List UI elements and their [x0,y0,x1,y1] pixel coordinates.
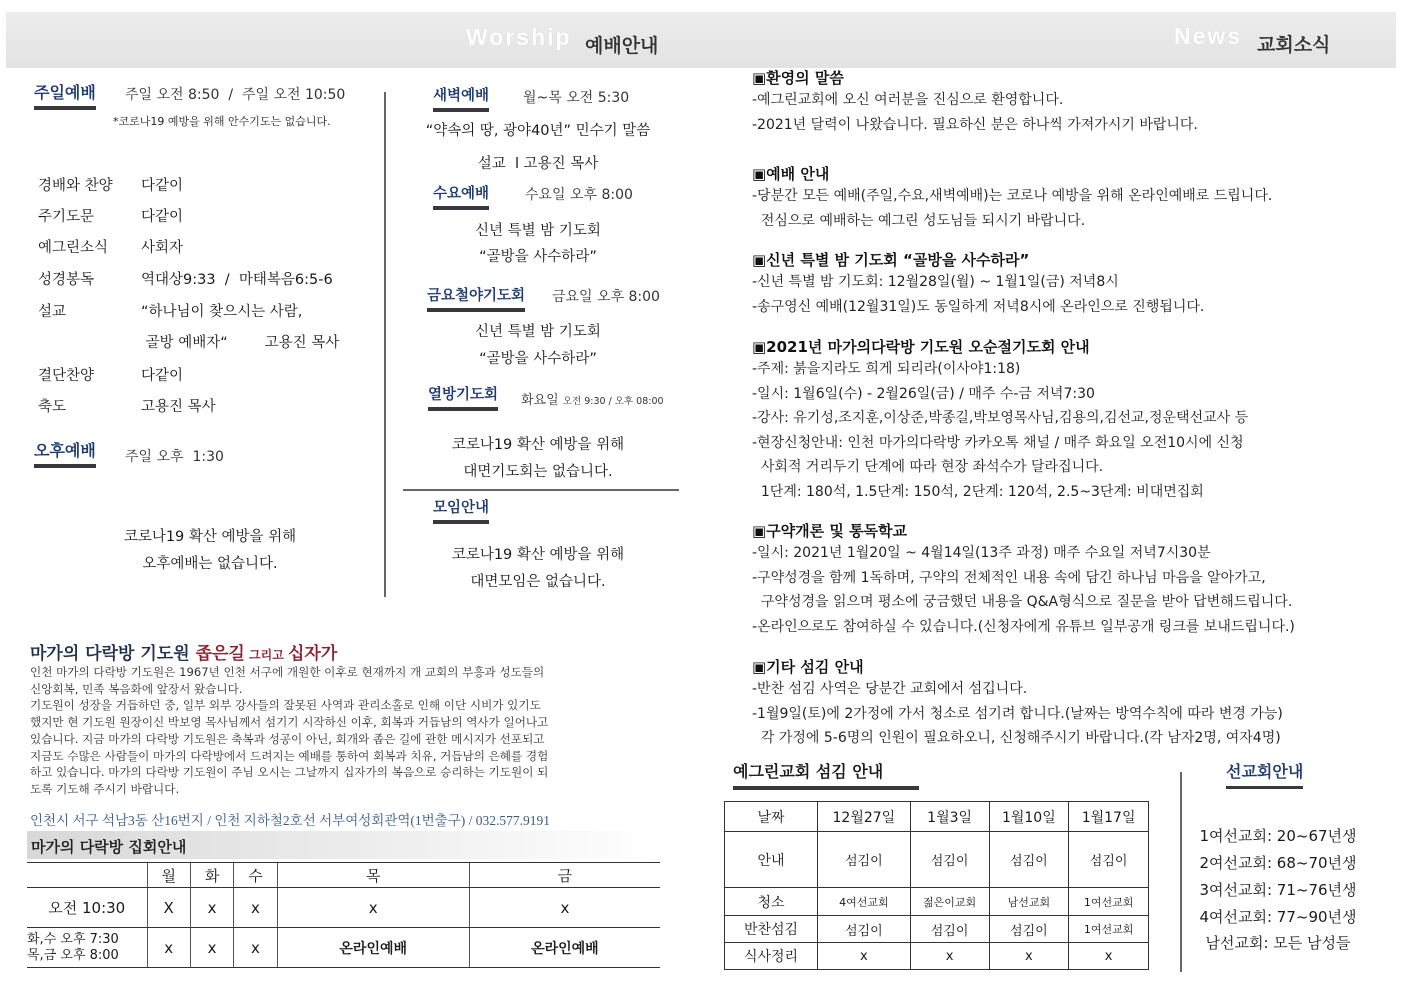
mission-row: 남선교회: 모든 남성들 [1205,934,1351,952]
table-cell: 섬김이 [818,832,911,888]
afternoon-msg: 코로나19 확산 예방을 위해 [123,529,297,545]
table-header-cell: 목 [277,863,469,888]
table-row [27,928,660,968]
news-line: -신년 특별 밤 기도회: 12월28일(월) ~ 1월1일(금) 저녁8시 [752,274,1119,290]
yeolbang-prayer-title: 열방기도회 [428,383,498,411]
table-cell: x [277,888,469,928]
table-cell: 남선교회 [989,888,1069,916]
table-cell: 섬김이 [910,832,989,888]
news-line: -당분간 모든 예배(주일,수요,새벽예배)는 코로나 예방을 위해 온라인예배로 드립니다. [752,188,1273,204]
wednesday-worship-title: 수요예배 [433,182,489,210]
table-cell: 섬김이 [989,832,1069,888]
news-item [752,164,1392,250]
news-item [752,521,1392,657]
table-cell: x [818,943,911,970]
friday-line: 신년 특별 밤 기도회 [475,324,601,340]
table-cell: 식사정리 [725,943,818,970]
afternoon-time: 주일 오후 1:30 [125,449,224,465]
table-header-cell: 1월10일 [989,802,1069,832]
table-cell: x [190,928,233,968]
news-line: 구약성경을 읽으며 평소에 궁금했던 내용을 Q&A형식으로 질문을 받아 답변해드립니다. [752,594,1293,610]
table-cell: 청소 [725,888,818,916]
news-line: -일시: 2021년 1월20일 ~ 4월14일(13주 과정) 매주 수요일 저녁7시30분 [752,545,1211,561]
table-cell: x [910,943,989,970]
table-cell: 오전 10:30 [27,888,147,928]
table-cell: 섬김이 [818,916,911,943]
table-cell: 화,수 오후 7:30 목,금 오후 8:00 [27,928,147,968]
table-row [27,888,660,928]
news-line: 사회적 거리두기 단계에 따라 현장 좌석수가 달라집니다. [752,459,1104,475]
maga-schedule-title: 마가의 다락방 집회안내 [27,831,660,859]
mission-row: 3여선교회: 71~76년생 [1199,881,1357,899]
news-line: -주제: 붉을지라도 희게 되리라(이사야1:18) [752,361,1021,377]
news-heading: ▣2021년 마가의다락방 기도원 오순절기도회 안내 [752,338,1090,356]
table-header-cell: 날짜 [725,802,818,832]
news-item [752,657,1392,751]
table-cell: 반찬섬김 [725,916,818,943]
table-cell: 섬김이 [910,916,989,943]
news-item [752,68,1392,164]
mission-row: 2여선교회: 68~70년생 [1199,854,1357,872]
news-line: -일시: 1월6일(수) - 2월26일(금) / 매주 수-금 저녁7:30 [752,385,1095,402]
table-row [725,916,1149,943]
wednesday-time: 수요일 오후 8:00 [525,187,633,203]
table-cell: x [469,888,660,928]
afternoon-worship-title: 오후예배 [34,438,96,468]
news-line: -1월9일(토)에 2가정에 가서 청소로 섬기려 합니다.(날짜는 방역수칙에 따라 변경 가능) [752,705,1283,722]
yeolbang-line: 대면기도회는 없습니다. [463,464,613,480]
table-header-cell: 1월3일 [910,802,989,832]
friday-time: 금요일 오후 8:00 [552,289,660,305]
worship-en-title: Worship [466,24,572,50]
moim-line: 대면모임은 없습니다. [470,574,606,590]
dawn-line: 설교 l 고용진 목사 [477,156,599,172]
table-cell: 섬김이 [989,916,1069,943]
table-header-cell: 1월17일 [1069,802,1149,832]
news-line: -강사: 유기성,조지훈,이상준,박종길,박보영목사님,김용의,김선교,정운택선교사 등 [752,410,1249,426]
news-line: 각 가정에 5-6명의 인원이 필요하오니, 신청해주시기 바랍니다.(각 남자2명, 여자4명) [752,730,1281,746]
table-cell: 온라인예배 [277,928,469,968]
mission-divider [1180,772,1182,972]
table-cell: x [1069,943,1149,970]
news-line: 전심으로 예배하는 예그린 성도님들 되시기 바랍니다. [752,213,1086,229]
table-cell: 4여선교회 [818,888,911,916]
maga-title: 마가의 다락방 기도원 좁은길 그리고 십자가 [30,644,338,664]
news-en-title: News [1174,23,1243,49]
mission-row: 4여선교회: 77~90년생 [1199,908,1357,926]
news-line: 1단계: 180석, 1.5단계: 150석, 2단계: 120석, 2.5~3단계: 비대면집회 [752,483,1204,500]
table-cell: 온라인예배 [469,928,660,968]
news-list [752,68,1392,751]
news-line: -송구영신 예배(12월31일)도 동일하게 저녁8시에 온라인으로 진행됩니다. [752,299,1205,315]
dawn-time: 월~목 오전 5:30 [523,90,630,106]
section-divider [403,489,679,491]
table-cell: x [234,928,277,968]
maga-body: 인천 마가의 다락방 기도원은 1967년 인천 서구에 개원한 이후로 현재까지 개 교회의 부흥과 성도들의 신앙회복, 민족 복음화에 앞장서 왔습니다. 기도원이 성장을 거듭하던 중, 일부 외부 강사들의 잘못된 사역과 관리소홀로 인해 이단 시비가 있기도 했지만 현 기도원 원장이신 박보영 목사님께서 섬기기 시작하신 이후, 회복과 거듭남의 역사가 일어나고 있습니다. 지금 마가의 다락방 기도원은 축복과 성공이 아닌, 회개와 좁은 길에 관한 메시지가 선포되고 지금도 수많은 사람들이 마가의 다락방에서 드려지는 예배를 통하여 회복과 치유, 거듭남의 은혜를 경험 하고 있습니다. 마가의 다락방 기도원이 주님 오시는 그날까지 십자가의 복음으로 승리하는 기도원이 되 도록 기도해 주시기 바랍니다. [30,665,549,796]
dawn-line: “약속의 땅, 광야40년” 민수기 말씀 [425,123,651,139]
wednesday-line: “골방을 사수하라” [479,249,597,265]
table-header-cell: 월 [147,863,190,888]
table-cell: 섬김이 [1069,832,1149,888]
mission-title: 선교회안내 [1226,759,1303,789]
table-header-cell: 화 [190,863,233,888]
column-divider [384,92,386,597]
news-line: -예그린교회에 오신 여러분을 진심으로 환영합니다. [752,92,1064,108]
news-heading: ▣환영의 말씀 [752,69,844,87]
table-header-cell: 12월27일 [818,802,911,832]
maga-schedule-table [27,862,660,968]
worship-ko-title: 예배안내 [585,35,659,57]
table-cell: x [989,943,1069,970]
table-header-cell: 수 [234,863,277,888]
table-row [725,888,1149,916]
afternoon-msg: 오후예배는 없습니다. [142,556,278,572]
news-item [752,250,1392,337]
table-row [725,943,1149,970]
news-heading: ▣구약개론 및 통독학교 [752,522,908,540]
table-cell: 안내 [725,832,818,888]
friday-line: “골방을 사수하라” [479,351,597,367]
news-line: -반찬 섬김 사역은 당분간 교회에서 섬깁니다. [752,681,1028,697]
dawn-worship-title: 새벽예배 [433,84,489,112]
table-header-row [27,863,660,888]
sunday-worship-title: 주일예배 [34,80,96,110]
wednesday-line: 신년 특별 밤 기도회 [475,223,601,239]
news-line: -온라인으로도 참여하실 수 있습니다.(신청자에게 유튜브 일부공개 링크를 보내드립니다.) [752,618,1295,635]
news-item [752,337,1392,521]
news-heading: ▣기타 섬김 안내 [752,658,864,676]
table-cell: 젊은이교회 [910,888,989,916]
table-cell: X [147,888,190,928]
yeolbang-line: 코로나19 확산 예방을 위해 [451,437,625,453]
table-cell: x [234,888,277,928]
news-line: -2021년 달력이 나왔습니다. 필요하신 분은 하나씩 가져가시기 바랍니다. [752,116,1198,133]
serve-title: 예그린교회 섬김 안내 [733,759,919,790]
table-cell: 1여선교회 [1069,916,1149,943]
moim-title: 모임안내 [433,496,489,524]
yeolbang-time: 화요일 오전 9:30 / 오후 08:00 [521,393,664,408]
news-ko-title: 교회소식 [1257,34,1331,56]
maga-address: 인천시 서구 석남3동 산16번지 / 인천 지하철2호선 서부여성회관역(1번출구) / 032.577.9191 [30,813,551,828]
friday-prayer-title: 금요철야기도회 [427,284,525,312]
table-row [725,832,1149,888]
sunday-note: *코로나19 예방을 위해 안수기도는 없습니다. [113,115,331,128]
table-header-row [725,802,1149,832]
news-heading: ▣예배 안내 [752,165,830,183]
table-cell: 1여선교회 [1069,888,1149,916]
news-heading: ▣신년 특별 밤 기도회 “골방을 사수하라” [752,251,1030,269]
table-cell: x [147,928,190,968]
news-line: -현장신청안내: 인천 마가의다락방 카카오톡 채널 / 매주 화요일 오전10시에 신청 [752,434,1244,451]
table-cell: x [190,888,233,928]
mission-row: 1여선교회: 20~67년생 [1199,827,1357,845]
sunday-worship-times: 주일 오전 8:50 / 주일 오전 10:50 [125,87,346,103]
table-header-cell: 금 [469,863,660,888]
serve-table [724,801,1149,970]
news-line: -구약성경을 함께 1독하며, 구약의 전체적인 내용 속에 담긴 하나님 마음을 알아가고, [752,569,1266,586]
moim-line: 코로나19 확산 예방을 위해 [451,547,625,563]
